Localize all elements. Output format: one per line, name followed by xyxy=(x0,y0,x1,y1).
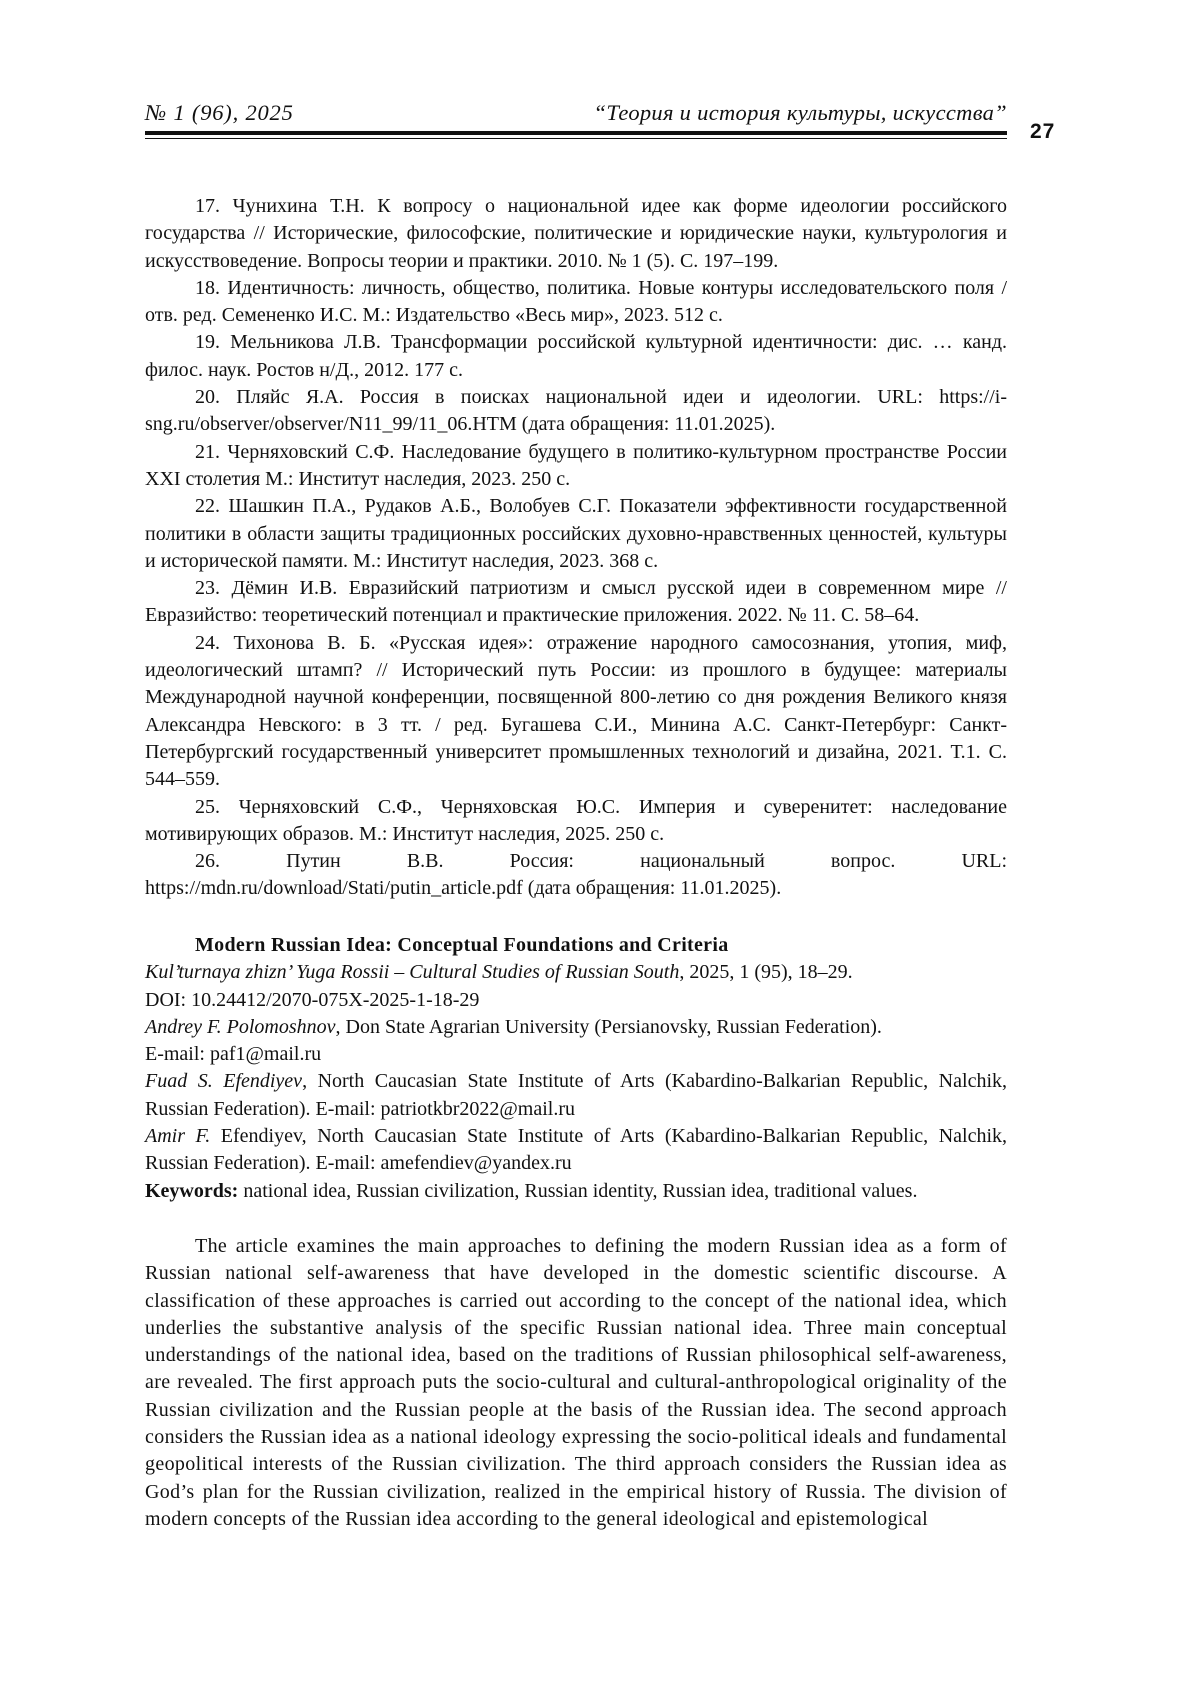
keywords-label: Keywords: xyxy=(145,1179,239,1202)
reference-item: 19. Мельникова Л.В. Трансформации российской культурной идентичности: дис. … канд. филос. наук. Ростов н/Д., 2012. 177 с. xyxy=(145,331,1007,381)
reference-item: 22. Шашкин П.А., Рудаков А.Б., Волобуев С.Г. Показатели эффективности государственной политики в области защиты традиционных российских духовно-нравственных ценностей, культуры и исторической памяти. М.: Институт наследия, 2023. 368 с. xyxy=(145,495,1007,572)
doi: DOI: 10.24412/2070-075X-2025-1-18-29 xyxy=(145,988,480,1011)
author-name: Fuad S. Efendiyev xyxy=(145,1070,303,1093)
running-header xyxy=(145,96,1007,136)
reference-item: 23. Дёмин И.В. Евразийский патриотизм и смысл русской идеи в современном мире // Евразийство: теоретический потенциал и практические приложения. 2022. № 11. С. 58–64. xyxy=(145,577,1007,627)
author-entry xyxy=(145,1123,1007,1178)
author-name: Andrey F. Polomoshnov xyxy=(145,1015,336,1038)
english-title: Modern Russian Idea: Conceptual Foundations and Criteria xyxy=(195,934,729,956)
author-email: E-mail: patriotkbr2022@mail.ru xyxy=(315,1097,576,1120)
reference-item: 21. Черняховский С.Ф. Наследование будущего в политико-культурном пространстве России XXI столетия М.: Институт наследия, 2023. 250 с. xyxy=(145,440,1007,490)
reference-item: 24. Тихонова В. Б. «Русская идея»: отражение народного самосознания, утопия, миф, идеологический штамп? // Исторический путь России: из прошлого в будущее: материалы Международной научной конференции, посвященной 800-летию со дня рождения Великого князя Александра Невского: в 3 тт. / ред. Бугашева С.И., Минина А.С. Санкт-Петербург: Санкт-Петербургский государственный университет промышленных технологий и дизайна, 2021. Т.1. С. 544–559. xyxy=(145,631,1007,791)
keywords xyxy=(145,1178,1007,1205)
issue-number: № 1 (96), 2025 xyxy=(145,100,294,125)
reference-item: 25. Черняховский С.Ф., Черняховская Ю.С. Империя и суверенитет: наследование мотивирующих образов. М.: Институт наследия, 2025. 250 с. xyxy=(145,795,1007,845)
reference-item: 17. Чунихина Т.Н. К вопросу о национальной идее как форме идеологии российского государства // Исторические, философские, политические и юридические науки, культурология и искусствоведение. Вопросы теории и практики. 2010. № 1 (5). С. 197–199. xyxy=(145,195,1007,272)
author-affiliation: , Don State Agrarian University (Persianovsky, Russian Federation). xyxy=(335,1015,882,1038)
author-email: E-mail: paf1@mail.ru xyxy=(145,1043,322,1066)
citation xyxy=(145,959,1007,986)
reference-item: 20. Пляйс Я.А. Россия в поисках национальной идеи и идеологии. URL: https://i-sng.ru/observer/observer/N11_99/11_06.HTM (дата обращения: 11.01.2025). xyxy=(145,386,1007,436)
author-affiliation: Efendiyev, North Caucasian State Institute of Arts (Kabardino-Balkarian Republic, Nalchik, Russian Federation). xyxy=(145,1125,1007,1175)
journal-title: “Теория и история культуры, искусства” xyxy=(593,100,1007,125)
citation-journal: Kul’turnaya zhizn’ Yuga Rossii – Cultural Studies of Russian South xyxy=(145,961,680,984)
header-rule-thick xyxy=(145,131,1007,135)
author-name: Amir F. xyxy=(145,1125,211,1148)
page-number: 27 xyxy=(1030,120,1056,143)
author-email: E-mail: amefendiev@yandex.ru xyxy=(315,1152,572,1175)
reference-item: 26. Путин В.В. Россия: национальный вопрос. URL: https://mdn.ru/download/Stati/putin_article.pdf (дата обращения: 11.01.2025). xyxy=(145,850,1007,900)
reference-list xyxy=(145,193,1007,903)
citation-details: , 2025, 1 (95), 18–29. xyxy=(679,961,853,984)
author-affiliation: , North Caucasian State Institute of Arts (Kabardino-Balkarian Republic, Nalchik, Russian Federation). xyxy=(145,1070,1007,1120)
keywords-text: national idea, Russian civilization, Russian identity, Russian idea, traditional values. xyxy=(243,1179,918,1202)
author-entry xyxy=(145,1014,1007,1041)
abstract xyxy=(145,1233,1007,1533)
reference-item: 18. Идентичность: личность, общество, политика. Новые контуры исследовательского поля / отв. ред. Семененко И.С. М.: Издательство «Весь мир», 2023. 512 с. xyxy=(145,276,1007,327)
header-rule-thin xyxy=(145,138,1007,139)
english-metadata xyxy=(145,932,1007,1205)
abstract-text: The article examines the main approaches to defining the modern Russian idea as a form of Russian national self-awareness that have developed in the domestic scientific discourse. A classification of these approaches is carried out according to the concept of the national idea, which underlies the substantive analysis of the specific Russian national idea. Three main conceptual understandings of the national idea, based on the traditions of Russian philosophical self-awareness, are revealed. The first approach puts the socio-cultural and cultural-anthropological originality of the Russian civilization and the Russian people at the basis of the Russian idea. The second approach considers the Russian idea as a national ideology expressing the socio-political ideals and fundamental geopolitical interests of the Russian civilization. The third approach considers the Russian idea as God’s plan for the Russian civilization, realized in the empirical history of Russia. The division of modern concepts of the Russian idea according to the general ideological and epistemological xyxy=(145,1235,1007,1530)
author-entry xyxy=(145,1068,1007,1123)
